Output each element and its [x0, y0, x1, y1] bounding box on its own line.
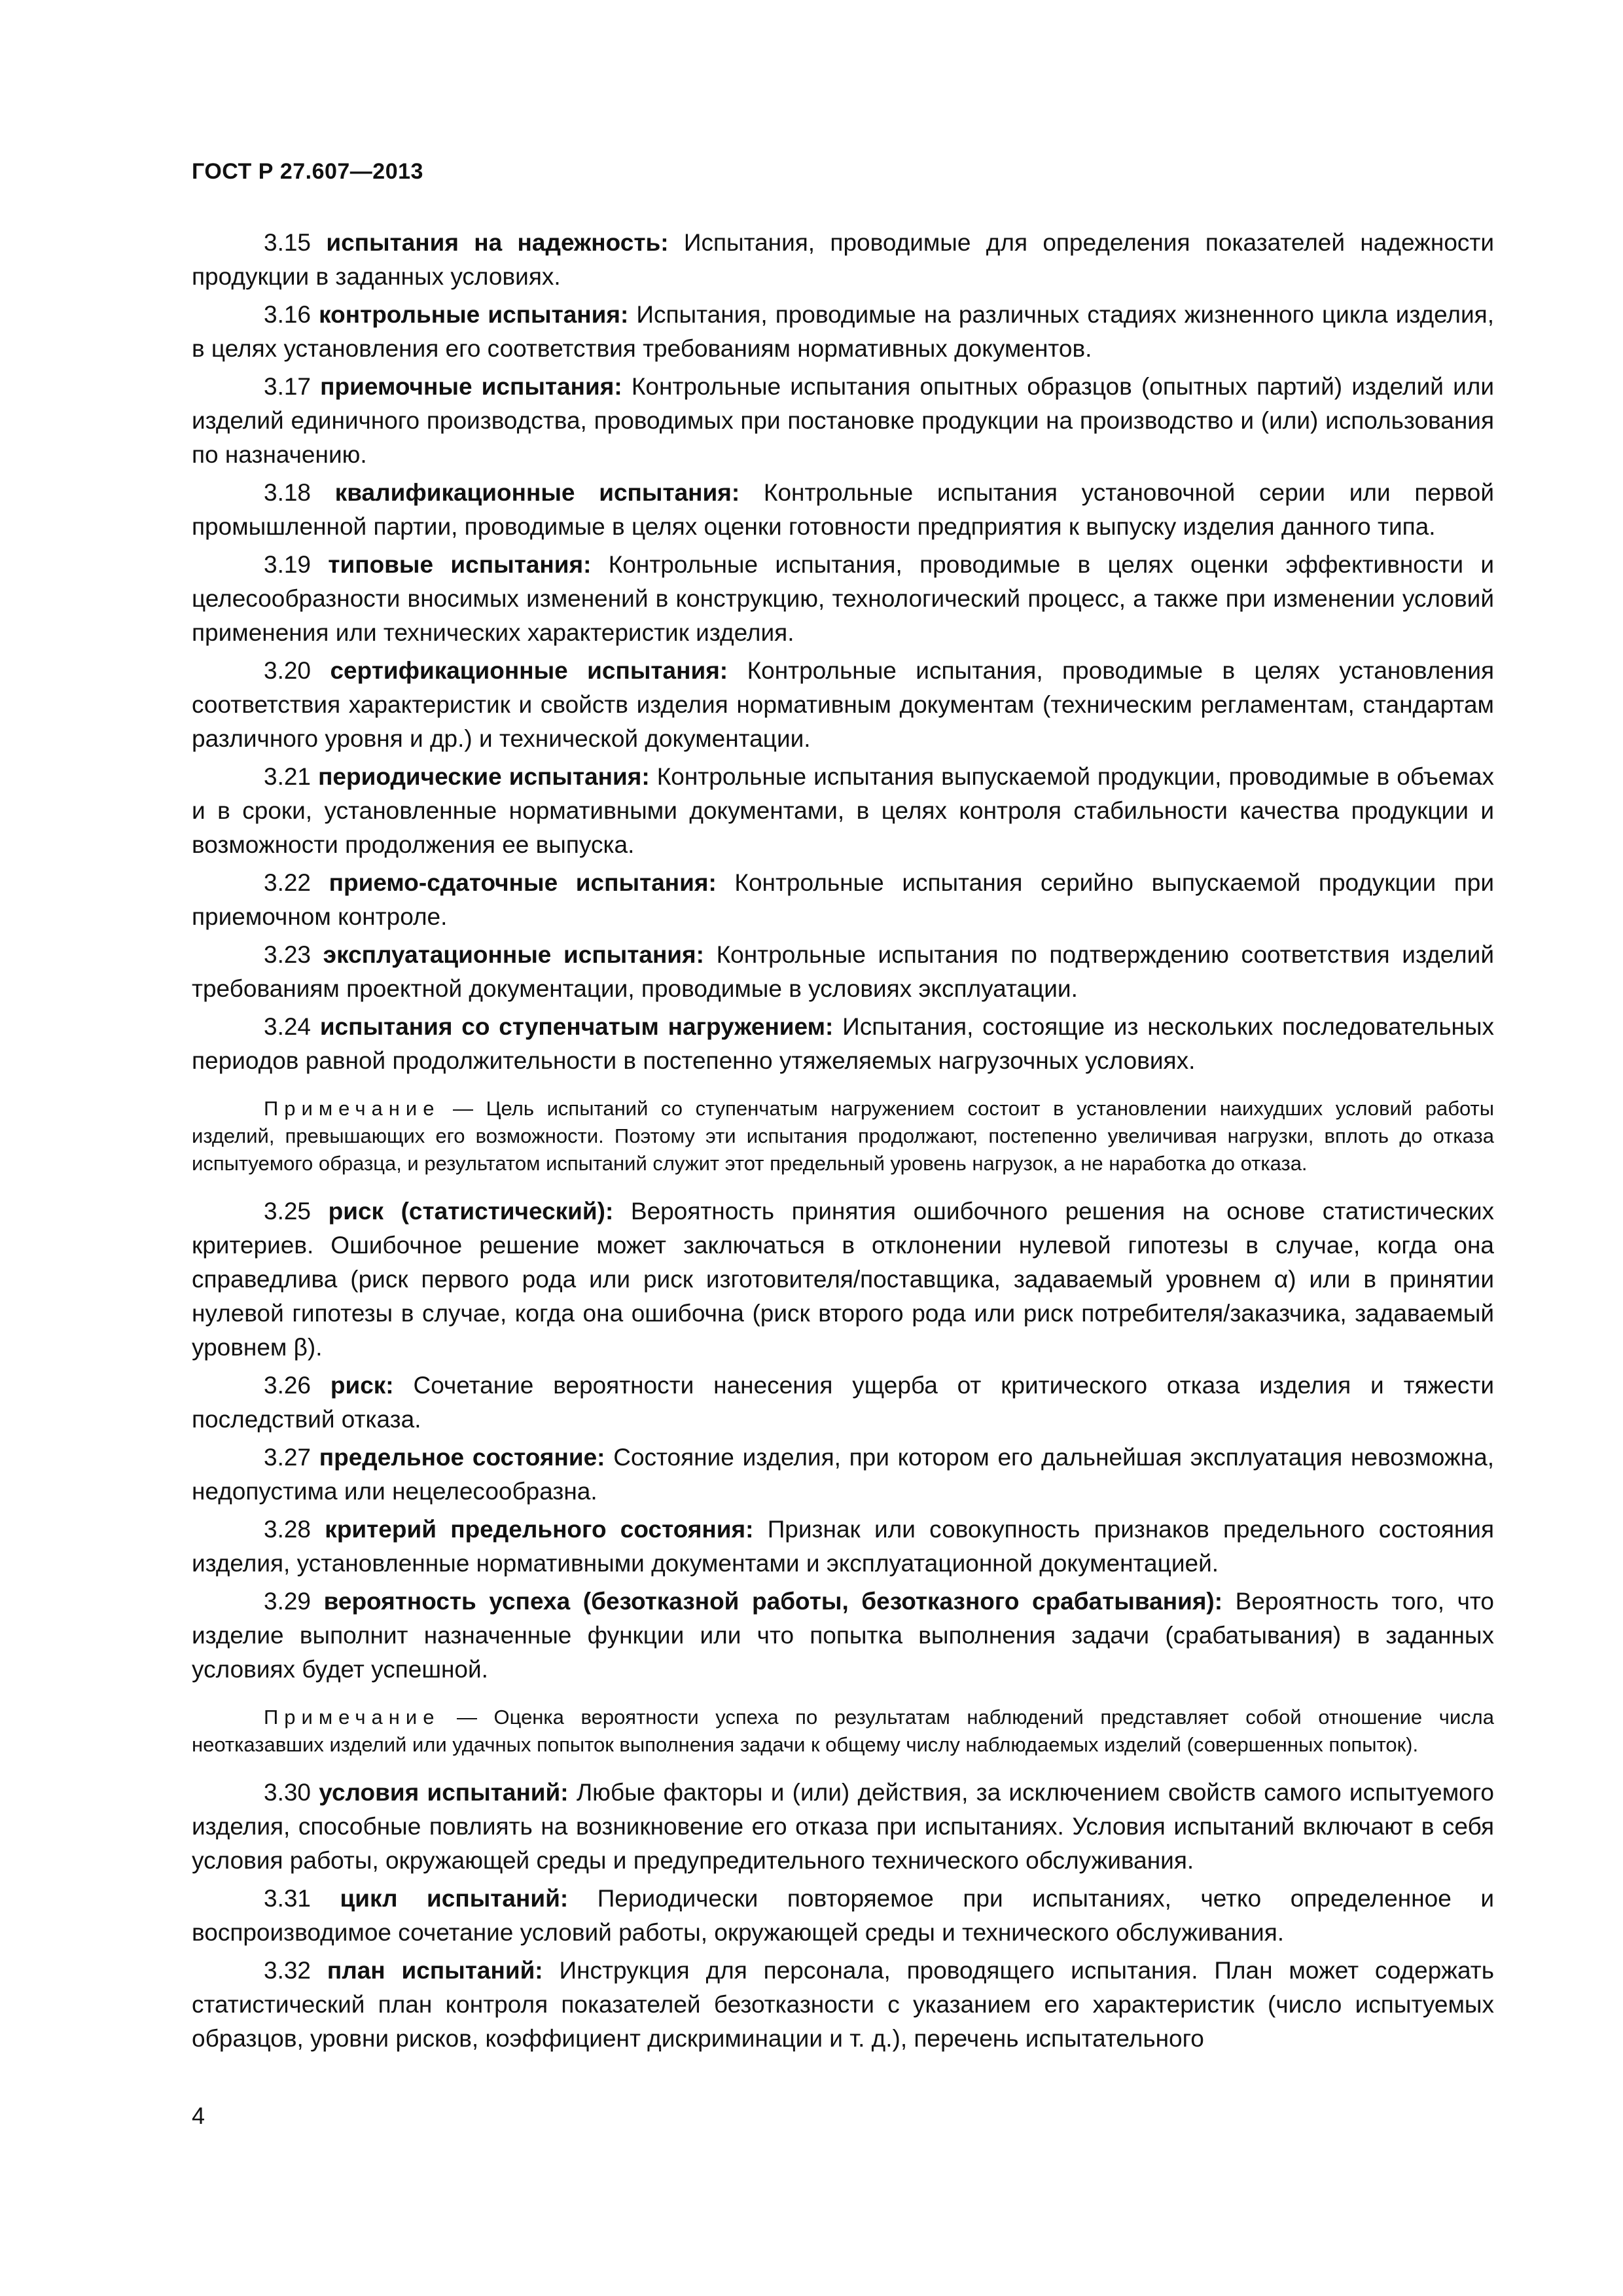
term-entry — [192, 1194, 1494, 1365]
term-name: приемочные испытания: — [320, 373, 622, 400]
term-definition: Испытания, проводимые на различных стадиях жизненного цикла изделия, в целях установления его соответствия требованиям нормативных документов. — [192, 301, 1494, 362]
term-name: эксплуатационные испытания: — [323, 941, 704, 968]
term-number: 3.30 — [264, 1779, 312, 1806]
note-step-stress — [192, 1095, 1494, 1177]
term-name: риск (статистический): — [328, 1198, 614, 1225]
term-number: 3.25 — [264, 1198, 312, 1225]
term-entry — [192, 1010, 1494, 1078]
term-definition: Контрольные испытания по подтверждению соответствия изделий требованиям проектной документации, проводимые в условиях эксплуатации. — [192, 941, 1494, 1002]
standard-header: ГОСТ Р 27.607—2013 — [192, 159, 423, 184]
term-number: 3.21 — [264, 763, 312, 790]
term-definition: Контрольные испытания опытных образцов (опытных партий) изделий или изделий единичного производства, проводимых при постановке продукции на производство и (или) использования по назначению. — [192, 373, 1494, 468]
term-definition: Контрольные испытания установочной серии или первой промышленной партии, проводимые в целях оценки готовности предприятия к выпуску изделия данного типа. — [192, 479, 1495, 540]
term-definition: Вероятность того, что изделие выполнит назначенные функции или что попытка выполнения задачи (срабатывания) в заданных условиях будет успешной. — [192, 1588, 1495, 1683]
term-number: 3.19 — [264, 551, 312, 578]
term-name: периодические испытания: — [318, 763, 650, 790]
term-name: риск: — [330, 1372, 394, 1399]
term-entry — [192, 866, 1494, 934]
term-number: 3.29 — [264, 1588, 312, 1615]
term-name: приемо-сдаточные испытания: — [329, 869, 717, 896]
note-text: — Оценка вероятности успеха по результатам наблюдений представляет собой отношение числа неотказавших изделий или удачных попыток выполнения задачи к общему числу наблюдаемых изделий (совершенных попыток). — [192, 1706, 1494, 1756]
term-entry — [192, 1585, 1494, 1687]
term-definition: Контрольные испытания, проводимые в целях установления соответствия характеристик и свойств изделия нормативным документам (техническим регламентам, стандартам различного уровня и др.) и технической документации. — [192, 657, 1495, 752]
term-definition: Инструкция для персонала, проводящего испытания. План может содержать статистический план контроля показателей безотказности с указанием его характеристик (число испытуемых образцов, уровни рисков, коэффициент дискриминации и т. д.), перечень испытательного — [192, 1957, 1495, 2052]
term-entry — [192, 370, 1494, 472]
term-number: 3.20 — [264, 657, 312, 684]
term-name: условия испытаний: — [319, 1779, 569, 1806]
term-name: испытания со ступенчатым нагружением: — [319, 1013, 834, 1040]
term-number: 3.16 — [264, 301, 312, 328]
terms-group-2 — [192, 1194, 1494, 1687]
term-entry — [192, 1954, 1494, 2056]
term-definition: Испытания, проводимые для определения показателей надежности продукции в заданных условиях. — [192, 229, 1495, 290]
note-label: Примечание — [264, 1097, 440, 1120]
term-name: квалификационные испытания: — [334, 479, 740, 506]
document-body — [192, 226, 1494, 2060]
term-number: 3.22 — [264, 869, 312, 896]
term-number: 3.26 — [264, 1372, 312, 1399]
term-definition: Любые факторы и (или) действия, за исключением свойств самого испытуемого изделия, способные повлиять на возникновение его отказа при испытаниях. Условия испытаний включают в себя условия работы, окружающей среды и предупредительного технического обслуживания. — [192, 1779, 1495, 1874]
term-number: 3.17 — [264, 373, 312, 400]
term-entry — [192, 1776, 1494, 1878]
term-entry — [192, 938, 1494, 1006]
term-number: 3.32 — [264, 1957, 312, 1984]
term-name: цикл испытаний: — [340, 1885, 569, 1912]
terms-group-1 — [192, 226, 1494, 1078]
term-name: критерий предельного состояния: — [325, 1516, 754, 1543]
term-number: 3.28 — [264, 1516, 312, 1543]
term-entry — [192, 298, 1494, 366]
term-entry — [192, 476, 1494, 544]
term-name: испытания на надежность: — [326, 229, 669, 256]
term-entry — [192, 1441, 1494, 1509]
note-label: Примечание — [264, 1706, 440, 1729]
term-entry — [192, 1369, 1494, 1437]
term-name: контрольные испытания: — [319, 301, 629, 328]
term-number: 3.15 — [264, 229, 312, 256]
term-number: 3.27 — [264, 1444, 312, 1471]
term-name: типовые испытания: — [328, 551, 592, 578]
term-entry — [192, 654, 1494, 756]
term-name: план испытаний: — [327, 1957, 543, 1984]
term-definition: Периодически повторяемое при испытаниях, четко определенное и воспроизводимое сочетание условий работы, окружающей среды и технического обслуживания. — [192, 1885, 1495, 1946]
term-entry — [192, 760, 1494, 862]
term-name: предельное состояние: — [319, 1444, 605, 1471]
term-name: вероятность успеха (безотказной работы, безотказного срабатывания): — [323, 1588, 1223, 1615]
terms-group-3 — [192, 1776, 1494, 2056]
term-number: 3.23 — [264, 941, 312, 968]
term-number: 3.18 — [264, 479, 312, 506]
term-definition: Контрольные испытания, проводимые в целях оценки эффективности и целесообразности вносимых изменений в конструкцию, технологический процесс, а также при изменении условий применения или технических характеристик изделия. — [192, 551, 1494, 646]
note-text: — Цель испытаний со ступенчатым нагружением состоит в установлении наихудших условий работы изделий, превышающих его возможности. Поэтому эти испытания продолжают, постепенно увеличивая нагрузки, вплоть до отказа испытуемого образца, и результатом испытаний служит этот предельный уровень нагрузок, а не наработка до отказа. — [192, 1097, 1494, 1175]
term-definition: Состояние изделия, при котором его дальнейшая эксплуатация невозможна, недопустима или нецелесообразна. — [192, 1444, 1495, 1505]
term-entry — [192, 548, 1494, 650]
term-number: 3.24 — [264, 1013, 312, 1040]
term-number: 3.31 — [264, 1885, 312, 1912]
page-number: 4 — [192, 2102, 205, 2129]
term-definition: Испытания, состоящие из нескольких последовательных периодов равной продолжительности в постепенно утяжеляемых нагрузочных условиях. — [192, 1013, 1495, 1074]
term-definition: Сочетание вероятности нанесения ущерба от критического отказа изделия и тяжести последствий отказа. — [192, 1372, 1494, 1433]
note-success-probability — [192, 1704, 1494, 1759]
term-definition: Контрольные испытания выпускаемой продукции, проводимые в объемах и в сроки, установленные нормативными документами, в целях контроля стабильности качества продукции и возможности продолжения ее выпуска. — [192, 763, 1495, 858]
term-definition: Вероятность принятия ошибочного решения на основе статистических критериев. Ошибочное решение может заключаться в отклонении нулевой гипотезы в случае, когда она справедлива (риск первого рода или риск изготовителя/поставщика, задаваемый уровнем α) или в принятии нулевой гипотезы в случае, когда она ошибочна (риск второго рода или риск потребителя/заказчика, задаваемый уровнем β). — [192, 1198, 1495, 1361]
term-entry — [192, 1882, 1494, 1950]
term-entry — [192, 1513, 1494, 1581]
term-definition: Контрольные испытания серийно выпускаемой продукции при приемочном контроле. — [192, 869, 1495, 930]
term-name: сертификационные испытания: — [330, 657, 728, 684]
term-entry — [192, 226, 1494, 294]
term-definition: Признак или совокупность признаков предельного состояния изделия, установленные нормативными документами и эксплуатационной документацией. — [192, 1516, 1494, 1577]
